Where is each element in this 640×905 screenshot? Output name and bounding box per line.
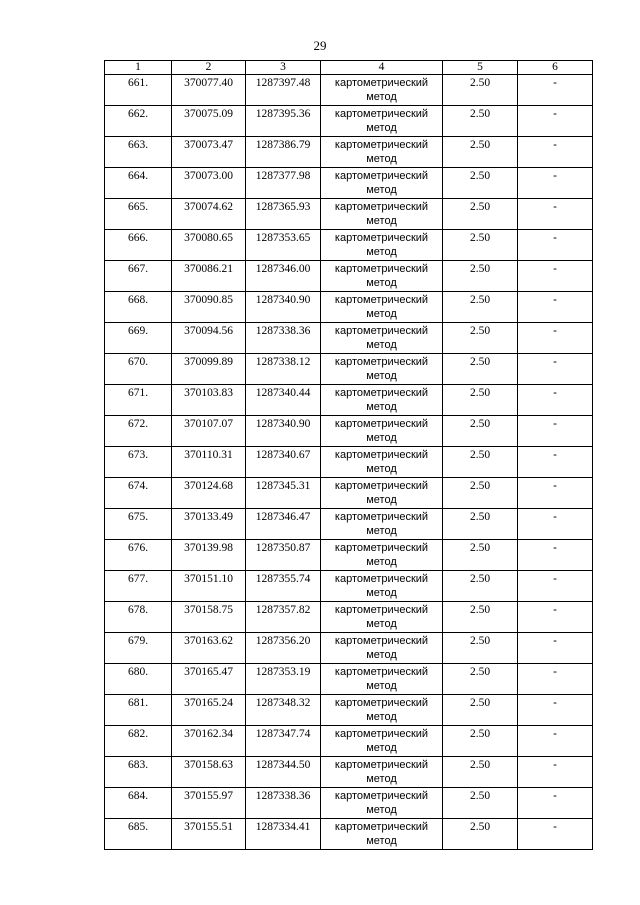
point-number-cell: 669. bbox=[105, 323, 172, 354]
point-number-cell: 662. bbox=[105, 106, 172, 137]
coord-y-cell: 1287365.93 bbox=[246, 199, 321, 230]
table-row bbox=[105, 168, 593, 199]
table-body bbox=[105, 75, 593, 850]
accuracy-cell: 2.50 bbox=[443, 571, 518, 602]
coord-y-cell: 1287353.19 bbox=[246, 664, 321, 695]
note-text: - bbox=[553, 480, 557, 492]
coord-y-cell: 1287340.90 bbox=[246, 292, 321, 323]
point-number-cell: 663. bbox=[105, 137, 172, 168]
method-cell: картометрический метод bbox=[321, 354, 443, 385]
note-cell bbox=[518, 230, 593, 261]
note-cell bbox=[518, 602, 593, 633]
accuracy-cell: 2.50 bbox=[443, 726, 518, 757]
accuracy-cell: 2.50 bbox=[443, 788, 518, 819]
page-number: 29 bbox=[313, 38, 327, 53]
method-cell: картометрический метод bbox=[321, 447, 443, 478]
accuracy-cell: 2.50 bbox=[443, 199, 518, 230]
coord-x-cell: 370162.34 bbox=[172, 726, 246, 757]
point-number-cell: 672. bbox=[105, 416, 172, 447]
coord-x-cell: 370133.49 bbox=[172, 509, 246, 540]
note-text: - bbox=[553, 418, 557, 430]
method-cell: картометрический метод bbox=[321, 664, 443, 695]
coord-x-cell: 370080.65 bbox=[172, 230, 246, 261]
accuracy-cell: 2.50 bbox=[443, 509, 518, 540]
note-text: - bbox=[553, 604, 557, 616]
note-cell bbox=[518, 788, 593, 819]
accuracy-cell: 2.50 bbox=[443, 447, 518, 478]
note-cell bbox=[518, 199, 593, 230]
coord-x-cell: 370107.07 bbox=[172, 416, 246, 447]
point-number-cell: 683. bbox=[105, 757, 172, 788]
table-row bbox=[105, 509, 593, 540]
note-cell bbox=[518, 416, 593, 447]
accuracy-cell: 2.50 bbox=[443, 757, 518, 788]
table-row bbox=[105, 385, 593, 416]
header-col-2: 2 bbox=[172, 61, 246, 75]
note-text: - bbox=[553, 108, 557, 120]
header-col-6: 6 bbox=[518, 61, 593, 75]
note-cell bbox=[518, 478, 593, 509]
note-text: - bbox=[553, 573, 557, 585]
coord-x-cell: 370099.89 bbox=[172, 354, 246, 385]
table-row bbox=[105, 292, 593, 323]
table-row bbox=[105, 416, 593, 447]
accuracy-cell: 2.50 bbox=[443, 540, 518, 571]
point-number-cell: 661. bbox=[105, 75, 172, 106]
coord-y-cell: 1287348.32 bbox=[246, 695, 321, 726]
method-cell: картометрический метод bbox=[321, 106, 443, 137]
method-cell: картометрический метод bbox=[321, 695, 443, 726]
coord-x-cell: 370139.98 bbox=[172, 540, 246, 571]
note-cell bbox=[518, 106, 593, 137]
method-cell: картометрический метод bbox=[321, 571, 443, 602]
coord-x-cell: 370155.51 bbox=[172, 819, 246, 850]
method-cell: картометрический метод bbox=[321, 199, 443, 230]
table-row bbox=[105, 354, 593, 385]
point-number-cell: 674. bbox=[105, 478, 172, 509]
accuracy-cell: 2.50 bbox=[443, 75, 518, 106]
coord-y-cell: 1287355.74 bbox=[246, 571, 321, 602]
coord-y-cell: 1287344.50 bbox=[246, 757, 321, 788]
header-col-5: 5 bbox=[443, 61, 518, 75]
point-number-cell: 685. bbox=[105, 819, 172, 850]
note-text: - bbox=[553, 139, 557, 151]
method-cell: картометрический метод bbox=[321, 75, 443, 106]
table-row bbox=[105, 695, 593, 726]
note-text: - bbox=[553, 728, 557, 740]
note-text: - bbox=[553, 201, 557, 213]
method-cell: картометрический метод bbox=[321, 633, 443, 664]
coord-x-cell: 370103.83 bbox=[172, 385, 246, 416]
point-number-cell: 684. bbox=[105, 788, 172, 819]
point-number-cell: 673. bbox=[105, 447, 172, 478]
note-text: - bbox=[553, 263, 557, 275]
point-number-cell: 676. bbox=[105, 540, 172, 571]
note-text: - bbox=[553, 77, 557, 89]
method-cell: картометрический метод bbox=[321, 540, 443, 571]
coord-x-cell: 370155.97 bbox=[172, 788, 246, 819]
point-number-cell: 670. bbox=[105, 354, 172, 385]
method-cell: картометрический метод bbox=[321, 757, 443, 788]
table-row bbox=[105, 478, 593, 509]
point-number-cell: 681. bbox=[105, 695, 172, 726]
note-text: - bbox=[553, 325, 557, 337]
coord-y-cell: 1287340.44 bbox=[246, 385, 321, 416]
method-cell: картометрический метод bbox=[321, 137, 443, 168]
table-row bbox=[105, 261, 593, 292]
coord-x-cell: 370086.21 bbox=[172, 261, 246, 292]
table-row bbox=[105, 633, 593, 664]
note-text: - bbox=[553, 387, 557, 399]
note-cell bbox=[518, 168, 593, 199]
note-text: - bbox=[553, 294, 557, 306]
note-text: - bbox=[553, 511, 557, 523]
coord-y-cell: 1287334.41 bbox=[246, 819, 321, 850]
method-cell: картометрический метод bbox=[321, 819, 443, 850]
table-row bbox=[105, 571, 593, 602]
coord-x-cell: 370158.75 bbox=[172, 602, 246, 633]
accuracy-cell: 2.50 bbox=[443, 416, 518, 447]
table-row bbox=[105, 602, 593, 633]
accuracy-cell: 2.50 bbox=[443, 323, 518, 354]
method-cell: картометрический метод bbox=[321, 478, 443, 509]
method-cell: картометрический метод bbox=[321, 323, 443, 354]
accuracy-cell: 2.50 bbox=[443, 106, 518, 137]
coord-y-cell: 1287356.20 bbox=[246, 633, 321, 664]
header-col-3: 3 bbox=[246, 61, 321, 75]
coord-y-cell: 1287346.00 bbox=[246, 261, 321, 292]
point-number-cell: 682. bbox=[105, 726, 172, 757]
coord-x-cell: 370163.62 bbox=[172, 633, 246, 664]
coord-x-cell: 370073.00 bbox=[172, 168, 246, 199]
note-cell bbox=[518, 664, 593, 695]
accuracy-cell: 2.50 bbox=[443, 602, 518, 633]
note-text: - bbox=[553, 232, 557, 244]
note-cell bbox=[518, 571, 593, 602]
table-row bbox=[105, 788, 593, 819]
point-number-cell: 675. bbox=[105, 509, 172, 540]
table-row bbox=[105, 447, 593, 478]
accuracy-cell: 2.50 bbox=[443, 292, 518, 323]
table-row bbox=[105, 664, 593, 695]
point-number-cell: 680. bbox=[105, 664, 172, 695]
method-cell: картометрический метод bbox=[321, 168, 443, 199]
note-cell bbox=[518, 354, 593, 385]
table-row bbox=[105, 726, 593, 757]
coord-y-cell: 1287340.67 bbox=[246, 447, 321, 478]
method-cell: картометрический метод bbox=[321, 602, 443, 633]
coord-y-cell: 1287346.47 bbox=[246, 509, 321, 540]
note-cell bbox=[518, 726, 593, 757]
note-text: - bbox=[553, 542, 557, 554]
note-text: - bbox=[553, 449, 557, 461]
note-cell bbox=[518, 137, 593, 168]
coord-x-cell: 370073.47 bbox=[172, 137, 246, 168]
note-text: - bbox=[553, 356, 557, 368]
accuracy-cell: 2.50 bbox=[443, 261, 518, 292]
method-cell: картометрический метод bbox=[321, 261, 443, 292]
method-cell: картометрический метод bbox=[321, 385, 443, 416]
coord-x-cell: 370151.10 bbox=[172, 571, 246, 602]
note-cell bbox=[518, 261, 593, 292]
point-number-cell: 665. bbox=[105, 199, 172, 230]
note-text: - bbox=[553, 635, 557, 647]
note-cell bbox=[518, 323, 593, 354]
note-cell bbox=[518, 819, 593, 850]
header-col-4: 4 bbox=[321, 61, 443, 75]
coord-y-cell: 1287340.90 bbox=[246, 416, 321, 447]
coord-y-cell: 1287353.65 bbox=[246, 230, 321, 261]
point-number-cell: 671. bbox=[105, 385, 172, 416]
coord-y-cell: 1287395.36 bbox=[246, 106, 321, 137]
point-number-cell: 678. bbox=[105, 602, 172, 633]
table-row bbox=[105, 819, 593, 850]
coord-y-cell: 1287338.36 bbox=[246, 323, 321, 354]
coord-y-cell: 1287386.79 bbox=[246, 137, 321, 168]
table-row bbox=[105, 323, 593, 354]
coord-y-cell: 1287357.82 bbox=[246, 602, 321, 633]
note-cell bbox=[518, 633, 593, 664]
note-text: - bbox=[553, 666, 557, 678]
header-col-1: 1 bbox=[105, 61, 172, 75]
point-number-cell: 666. bbox=[105, 230, 172, 261]
coord-x-cell: 370110.31 bbox=[172, 447, 246, 478]
point-number-cell: 667. bbox=[105, 261, 172, 292]
accuracy-cell: 2.50 bbox=[443, 695, 518, 726]
accuracy-cell: 2.50 bbox=[443, 819, 518, 850]
accuracy-cell: 2.50 bbox=[443, 478, 518, 509]
note-cell bbox=[518, 695, 593, 726]
point-number-cell: 677. bbox=[105, 571, 172, 602]
coord-x-cell: 370158.63 bbox=[172, 757, 246, 788]
coord-y-cell: 1287350.87 bbox=[246, 540, 321, 571]
coord-y-cell: 1287338.12 bbox=[246, 354, 321, 385]
note-text: - bbox=[553, 790, 557, 802]
note-cell bbox=[518, 757, 593, 788]
coord-y-cell: 1287397.48 bbox=[246, 75, 321, 106]
note-cell bbox=[518, 292, 593, 323]
table-row bbox=[105, 230, 593, 261]
accuracy-cell: 2.50 bbox=[443, 633, 518, 664]
method-cell: картометрический метод bbox=[321, 292, 443, 323]
accuracy-cell: 2.50 bbox=[443, 354, 518, 385]
accuracy-cell: 2.50 bbox=[443, 385, 518, 416]
table-row bbox=[105, 757, 593, 788]
table-header-row bbox=[105, 61, 593, 75]
note-cell bbox=[518, 75, 593, 106]
method-cell: картометрический метод bbox=[321, 788, 443, 819]
coord-x-cell: 370074.62 bbox=[172, 199, 246, 230]
coord-x-cell: 370165.47 bbox=[172, 664, 246, 695]
point-number-cell: 664. bbox=[105, 168, 172, 199]
coord-x-cell: 370165.24 bbox=[172, 695, 246, 726]
note-text: - bbox=[553, 759, 557, 771]
method-cell: картометрический метод bbox=[321, 416, 443, 447]
note-cell bbox=[518, 509, 593, 540]
note-cell bbox=[518, 385, 593, 416]
accuracy-cell: 2.50 bbox=[443, 168, 518, 199]
note-text: - bbox=[553, 697, 557, 709]
table-row bbox=[105, 199, 593, 230]
table-row bbox=[105, 137, 593, 168]
coord-x-cell: 370090.85 bbox=[172, 292, 246, 323]
coord-y-cell: 1287338.36 bbox=[246, 788, 321, 819]
coord-x-cell: 370094.56 bbox=[172, 323, 246, 354]
note-cell bbox=[518, 540, 593, 571]
note-text: - bbox=[553, 170, 557, 182]
point-number-cell: 668. bbox=[105, 292, 172, 323]
method-cell: картометрический метод bbox=[321, 509, 443, 540]
table-row bbox=[105, 106, 593, 137]
accuracy-cell: 2.50 bbox=[443, 230, 518, 261]
point-number-cell: 679. bbox=[105, 633, 172, 664]
note-cell bbox=[518, 447, 593, 478]
coord-y-cell: 1287377.98 bbox=[246, 168, 321, 199]
method-cell: картометрический метод bbox=[321, 230, 443, 261]
accuracy-cell: 2.50 bbox=[443, 664, 518, 695]
coord-y-cell: 1287347.74 bbox=[246, 726, 321, 757]
coord-x-cell: 370075.09 bbox=[172, 106, 246, 137]
coord-x-cell: 370124.68 bbox=[172, 478, 246, 509]
table-row bbox=[105, 75, 593, 106]
note-text: - bbox=[553, 821, 557, 833]
method-cell: картометрический метод bbox=[321, 726, 443, 757]
table-row bbox=[105, 540, 593, 571]
coord-y-cell: 1287345.31 bbox=[246, 478, 321, 509]
coord-x-cell: 370077.40 bbox=[172, 75, 246, 106]
coordinates-table bbox=[104, 60, 593, 850]
accuracy-cell: 2.50 bbox=[443, 137, 518, 168]
